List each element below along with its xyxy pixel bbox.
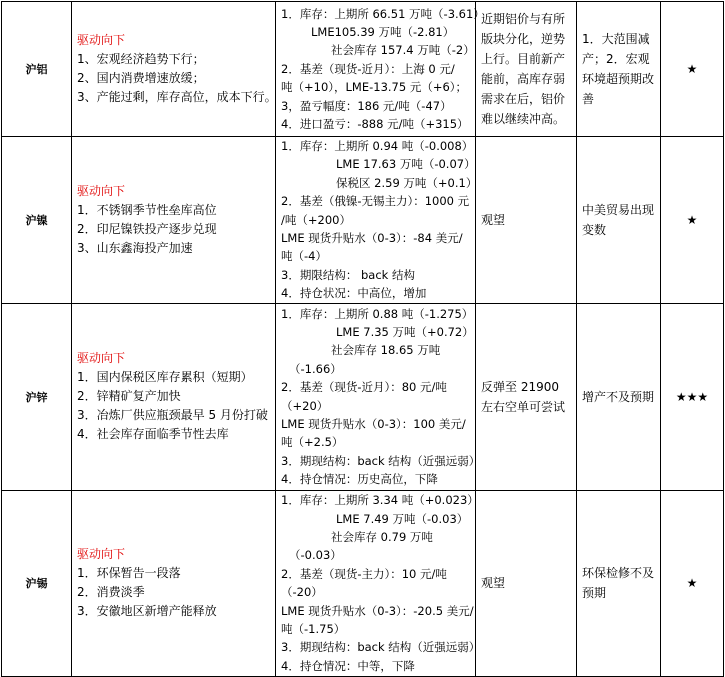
view-cell: 近期铝价与有所版块分化，逆势上行。目前新产能前，高库存弱需求在后，铝价难以继续冲高。 [476, 2, 577, 137]
risk-cell: 环保检修不及预期 [577, 490, 661, 676]
table-row [2, 490, 724, 676]
driver-line: 3、产能过剩，库存高位，成本下行。 [77, 90, 277, 104]
inventory-line: 吨（-1.75） [281, 621, 346, 636]
risk-cell: 增产不及预期 [577, 303, 661, 490]
rating-stars: ★ [661, 137, 724, 304]
inventory-line: 社会库存 18.65 万吨 [331, 343, 441, 358]
view-cell: 观望 [476, 137, 577, 304]
inventory-line: LME 现货升贴水（0-3）：-20.5 美元/ [281, 603, 474, 618]
inventory-line: 吨（+2.5） [281, 435, 344, 450]
driver-title: 驱动向下 [77, 547, 126, 562]
inventory-line: （-1.66） [289, 361, 342, 376]
inventory-line: 1．库存：上期所 3.34 吨（+0.023） [281, 493, 479, 508]
driver-line: 1．不锈钢季节性垒库高位 [77, 202, 217, 217]
commodity-name: 沪镍 [2, 137, 72, 304]
inventory-line: /吨（+200） [281, 212, 351, 227]
rating-stars: ★ [661, 2, 724, 137]
rating-stars: ★ [661, 490, 724, 676]
inventory-line: （-0.03） [289, 548, 342, 563]
driver-line: 3、山东鑫海投产加速 [77, 240, 193, 255]
commodity-name: 沪锌 [2, 303, 72, 490]
inventory-line: （-20） [281, 585, 323, 600]
metals-outlook-table [1, 1, 724, 677]
driver-line: 1．环保暂告一段落 [77, 566, 181, 581]
inventory-line: 4．进口盈亏：-888 元/吨（+315） [281, 117, 469, 132]
inventory-line: 2．基差（现货-近月）：上海 0 元/ [281, 61, 455, 76]
inventory-line: 2．基差（现货-主力）：10 元/吨 [281, 566, 447, 581]
driver-cell [72, 490, 276, 676]
inventory-line: 3．期现结构：back 结构（近强远弱） [281, 640, 481, 655]
driver-line: 3．安徽地区新增产能释放 [77, 604, 217, 619]
driver-line: 4．社会库存面临季节性去库 [77, 427, 229, 442]
commodity-name: 沪锡 [2, 490, 72, 676]
inventory-line: 3．期限结构： back 结构 [281, 267, 415, 282]
inventory-line: 4．持仓情况：历史高位，下降 [281, 472, 438, 487]
inventory-line: 3，盈亏幅度：186 元/吨（-47） [281, 98, 452, 113]
inventory-line: 1．库存：上期所 0.88 吨（-1.275） [281, 306, 474, 321]
inventory-line: LME105.39 万吨（-2.81） [311, 24, 455, 39]
view-cell: 反弹至 21900 左右空单可尝试 [476, 303, 577, 490]
driver-line: 2．消费淡季 [77, 585, 145, 600]
inventory-cell [276, 2, 485, 137]
driver-title: 驱动向下 [77, 183, 126, 198]
rating-stars: ★★★ [661, 303, 724, 490]
driver-cell [72, 303, 276, 490]
driver-cell [72, 137, 276, 304]
risk-cell: 中美贸易出现变数 [577, 137, 661, 304]
inventory-line: 吨（+10），LME-13.75 元（+6）； [281, 80, 468, 95]
inventory-cell [276, 490, 481, 676]
commodity-name: 沪铝 [2, 2, 72, 137]
inventory-line: 社会库存 157.4 万吨（-2） [331, 43, 475, 58]
inventory-line: 2．基差（现货-近月）：80 元/吨 [281, 380, 447, 395]
driver-line: 2．锌精矿复产加快 [77, 389, 181, 404]
driver-line: 2．印尼镍铁投产逐步兑现 [77, 221, 217, 236]
inventory-line: LME 现货升贴水（0-3）：-84 美元/ [281, 231, 463, 246]
inventory-line: LME 7.49 万吨（-0.03） [336, 511, 469, 526]
risk-cell: 1．大范围减产；2．宏观环境超预期改善 [577, 2, 661, 137]
driver-title: 驱动向下 [77, 33, 126, 47]
inventory-line: 保税区 2.59 万吨（+0.1） [336, 175, 478, 190]
inventory-cell [276, 137, 476, 304]
inventory-line: 吨（-4） [281, 249, 327, 264]
driver-line: 3．冶炼厂供应瓶颈最早 5 月份打破 [77, 408, 268, 423]
inventory-line: 1．库存：上期所 66.51 万吨（-3.61） [281, 6, 485, 21]
inventory-line: 4．持仓情况：中等，下降 [281, 658, 415, 673]
inventory-line: 2．基差（俄镍-无锡主力）：1000 元 [281, 194, 470, 209]
driver-line: 1、宏观经济趋势下行； [77, 52, 205, 66]
inventory-line: LME 现货升贴水（0-3）：100 美元/ [281, 417, 466, 432]
inventory-line: LME 17.63 万吨（-0.07） [336, 157, 476, 172]
table-row [2, 2, 724, 137]
inventory-cell [276, 303, 481, 490]
driver-cell [72, 2, 276, 137]
driver-title: 驱动向下 [77, 351, 126, 366]
table-row [2, 137, 724, 304]
inventory-line: 3．期现结构：back 结构（近强远弱） [281, 453, 481, 468]
inventory-line: 1．库存：上期所 0.94 吨（-0.008） [281, 139, 474, 153]
inventory-line: 4．持仓状况：中高位，增加 [281, 286, 427, 301]
inventory-line: LME 7.35 万吨（+0.72） [336, 325, 474, 340]
view-cell: 观望 [476, 490, 577, 676]
table-row [2, 303, 724, 490]
inventory-line: 社会库存 0.79 万吨 [331, 529, 433, 544]
driver-line: 2、国内消费增速放缓； [77, 71, 205, 85]
inventory-line: （+20） [281, 398, 329, 413]
driver-line: 1．国内保税区库存累积（短期） [77, 370, 253, 385]
